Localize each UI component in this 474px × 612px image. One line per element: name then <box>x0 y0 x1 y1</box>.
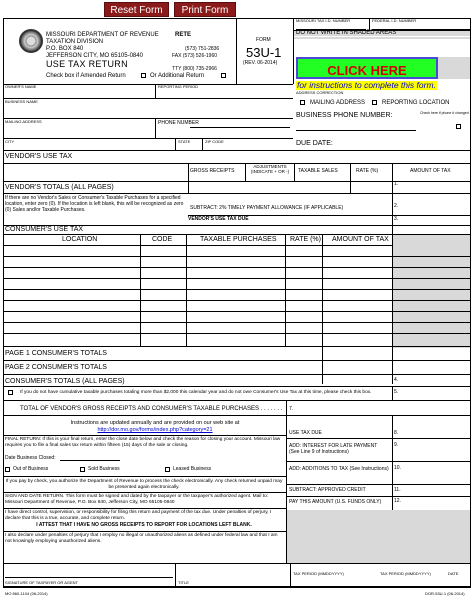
attest-text: I ATTEST THAT I HAVE NO GROSS RECEIPTS TO REPORT FOR LOCATIONS LEFT BLANK. <box>36 522 252 528</box>
signature-field[interactable] <box>5 572 173 578</box>
additional-checkbox[interactable] <box>221 73 226 78</box>
click-here-banner[interactable] <box>296 57 438 79</box>
print-form-button[interactable]: Print Form <box>174 2 236 17</box>
title-label: TITLE <box>178 580 189 585</box>
agency-line2: TAXATION DIVISION <box>46 39 104 45</box>
agency-line1: MISSOURI DEPARTMENT OF REVENUE <box>46 32 159 38</box>
add-additions-label: ADD: ADDITIONS TO TAX (See Instructions) <box>289 466 389 472</box>
vendor-totals-label: VENDOR'S TOTALS (ALL PAGES) <box>5 184 114 191</box>
add-interest-label: ADD: INTEREST FOR LATE PAYMENT (See Line 9 of Instructions) <box>289 443 378 455</box>
reporting-location-option: REPORTING LOCATION <box>382 100 450 106</box>
also-declare-text: I also declare under penalties of perjury that I employ no illegal or unauthorized aliens as defined under federal law and that I am not knowingly employing unauthorized aliens. <box>5 533 278 544</box>
phone-text: (573) 751-2836 <box>185 46 220 52</box>
subtract-credit-label: SUBTRACT: APPROVED CREDIT <box>289 487 366 493</box>
vendor-due-label: VENDOR'S USE TAX DUE <box>188 216 249 222</box>
subtract-allowance: SUBTRACT: 2% TIMELY PAYMENT ALLOWANCE (IF APPLICABLE) <box>190 205 344 211</box>
total-gross-label: TOTAL OF VENDOR'S GROSS RECEIPTS AND CONSUMER'S TAXABLE PURCHASES . . . . . . . <box>20 406 283 412</box>
pay-amount-label: PAY THIS AMOUNT (U.S. FUNDS ONLY) <box>289 499 382 505</box>
business-phone-field[interactable] <box>296 121 416 131</box>
line-2: 2. <box>394 203 399 209</box>
business-name-label: BUSINESS NAME <box>5 99 38 104</box>
shaded-area-notice: DO NOT WRITE IN SHADED AREAS <box>296 30 397 36</box>
date-label: DATE <box>448 571 459 576</box>
mailing-address-label: MAILING ADDRESS <box>5 119 42 124</box>
code-header: CODE <box>152 236 173 243</box>
footer-right: DOR-53U-1 (06-2014) <box>425 591 465 596</box>
fax-text: FAX (573) 526-1960 <box>172 53 218 59</box>
final-return-text: FINAL RETURN: If this is your final return, enter the close date below and check the reason for closing your account. Missouri law requires you to file a final sales tax return within fifteen (15) days of the sale or closing. <box>5 437 281 448</box>
reporting-location-checkbox[interactable] <box>372 100 377 105</box>
amended-label: Check box if Amended Return <box>46 73 126 79</box>
pay-by-check-text: If you pay by check, you authorize the Department of Revenue to process the check electronically. Any check returned unpaid may be presented again electronically. <box>5 479 283 490</box>
line-12: 12. <box>394 498 401 504</box>
use-tax-due-label: USE TAX DUE <box>289 430 322 436</box>
vendor-note: If there are no Vendor's Sales or Consumer's Taxable Purchases for a specified location, enter zero (0). If the location is left blank, this will be recognized as zero (0) Sales and/or Taxable Purchases. <box>5 195 184 213</box>
mo-tax-id-field[interactable] <box>296 18 366 30</box>
address-line1: P.O. BOX 840 <box>46 46 84 52</box>
tax-period-label: TAX PERIOD (MMDDYYYY) <box>293 571 344 576</box>
footer-left: MO 860-1104 (06-2014) <box>5 591 48 596</box>
instructions-url[interactable]: http://dor.mo.gov/forms/index.php?category=21 <box>97 427 213 433</box>
reporting-period-label: REPORTING PERIOD <box>158 84 199 89</box>
taxable-sales-header: TAXABLE SALES <box>298 168 338 174</box>
vendor-section-title: VENDOR'S USE TAX <box>5 153 73 160</box>
cumulative-checkbox[interactable] <box>8 390 13 395</box>
vendor-amount-header: AMOUNT OF TAX <box>410 168 451 174</box>
line-3: 3. <box>394 216 399 222</box>
business-phone-label: BUSINESS PHONE NUMBER: <box>296 112 393 119</box>
form-title: USE TAX RETURN <box>46 59 128 69</box>
line-8: 8. <box>394 430 399 436</box>
page1-totals-label: PAGE 1 CONSUMER'S TOTALS <box>5 350 107 357</box>
mailing-address-option: MAILING ADDRESS <box>310 100 366 106</box>
address-correction-label: ADDRESS CORRECTION <box>296 90 344 95</box>
due-date-label: DUE DATE: <box>296 140 333 147</box>
owners-name-label: OWNER'S NAME <box>5 84 37 89</box>
sold-business-checkbox[interactable] <box>80 467 85 472</box>
consumer-rate-header: RATE (%) <box>290 236 321 243</box>
leased-business-label: Leased Business <box>173 466 212 472</box>
date-closed-field[interactable] <box>60 455 120 461</box>
phone-changed-checkbox[interactable] <box>456 124 461 129</box>
out-of-business-label: Out of Business <box>13 466 49 472</box>
out-of-business-checkbox[interactable] <box>5 467 10 472</box>
federal-id-field[interactable] <box>372 18 471 30</box>
city-label: CITY <box>5 139 15 144</box>
taxable-purchases-header: TAXABLE PURCHASES <box>200 236 277 243</box>
federal-id-label: FEDERAL I.D. NUMBER <box>372 18 417 23</box>
line-11: 11. <box>394 487 401 493</box>
line-10: 10. <box>394 465 401 471</box>
location-header: LOCATION <box>62 236 98 243</box>
line-7: 7. <box>289 406 294 412</box>
amended-checkbox[interactable] <box>141 73 146 78</box>
sign-date-text: SIGN AND DATE RETURN. This form must be signed and dated by the taxpayer or the taxpayer's authorized agent. Mail to: Missouri Department of Revenue, P.O. Box 840, Jefferson City, MO 65105-0840 <box>5 494 269 505</box>
additional-label: Or Additional Return <box>150 73 205 79</box>
line-1: 1. <box>394 181 399 187</box>
tty-text: TTY (800) 735-2966 <box>172 66 217 72</box>
line-9: 9. <box>394 442 399 448</box>
revision-text: (REV. 06-2014) <box>243 60 278 66</box>
adjustments-header: ADJUSTMENTS (INDICATE + OR -) <box>250 164 290 174</box>
line-4: 4. <box>394 377 399 383</box>
form-number: 53U-1 <box>246 45 282 60</box>
click-here-text: CLICK HERE <box>327 63 407 78</box>
mo-tax-id-label: MISSOURI TAX I.D. NUMBER <box>296 18 351 23</box>
consumer-totals-label: CONSUMER'S TOTALS (ALL PAGES) <box>5 378 125 385</box>
instructions-text: Instructions are updated annually and are provided on our web site at <box>70 420 240 426</box>
signature-label: SIGNATURE OF TAXPAYER OR AGENT <box>5 580 78 585</box>
address-line2: JEFFERSON CITY, MO 65105-0840 <box>46 53 143 59</box>
reset-form-button[interactable]: Reset Form <box>104 2 169 17</box>
date-closed-label: Date Business Closed: <box>5 455 56 461</box>
mailing-address-checkbox[interactable] <box>300 100 305 105</box>
state-label: STATE <box>178 139 191 144</box>
consumer-section-title: CONSUMER'S USE TAX <box>5 226 84 233</box>
tax-period-to-label: TAX PERIOD (MMDDYYYY) <box>380 571 431 576</box>
leased-business-checkbox[interactable] <box>165 467 170 472</box>
form-label: FORM <box>256 37 271 43</box>
instructions-link[interactable]: for instructions to complete this form. <box>297 80 436 90</box>
sold-business-label: Sold Business <box>88 466 120 472</box>
phone-changed-note: Check here if phone # changed <box>420 111 469 115</box>
vendor-rate-header: RATE (%) <box>356 168 379 174</box>
direct-control-text: I have direct control, supervision, or responsibility for filing this return and payment of the tax due. Under penalties of perjury, I declare that this is a true, accurate, and complete return. <box>5 510 272 521</box>
consumer-amount-header: AMOUNT OF TAX <box>332 236 389 243</box>
missouri-seal-icon <box>19 29 43 53</box>
zip-label: ZIP CODE <box>205 139 224 144</box>
line-5: 5. <box>394 389 399 395</box>
page2-totals-label: PAGE 2 CONSUMER'S TOTALS <box>5 364 107 371</box>
phone-number-field[interactable] <box>190 122 290 128</box>
cumulative-note: If you do not have cumulative taxable purchases totaling more than $2,000 this calendar year and do not owe Consumer's Use Tax at this time, please check this box. <box>20 390 372 395</box>
gross-receipts-header: GROSS RECEIPTS <box>190 168 235 174</box>
rete-label: RETE <box>175 32 192 38</box>
phone-number-label: PHONE NUMBER <box>158 120 199 126</box>
